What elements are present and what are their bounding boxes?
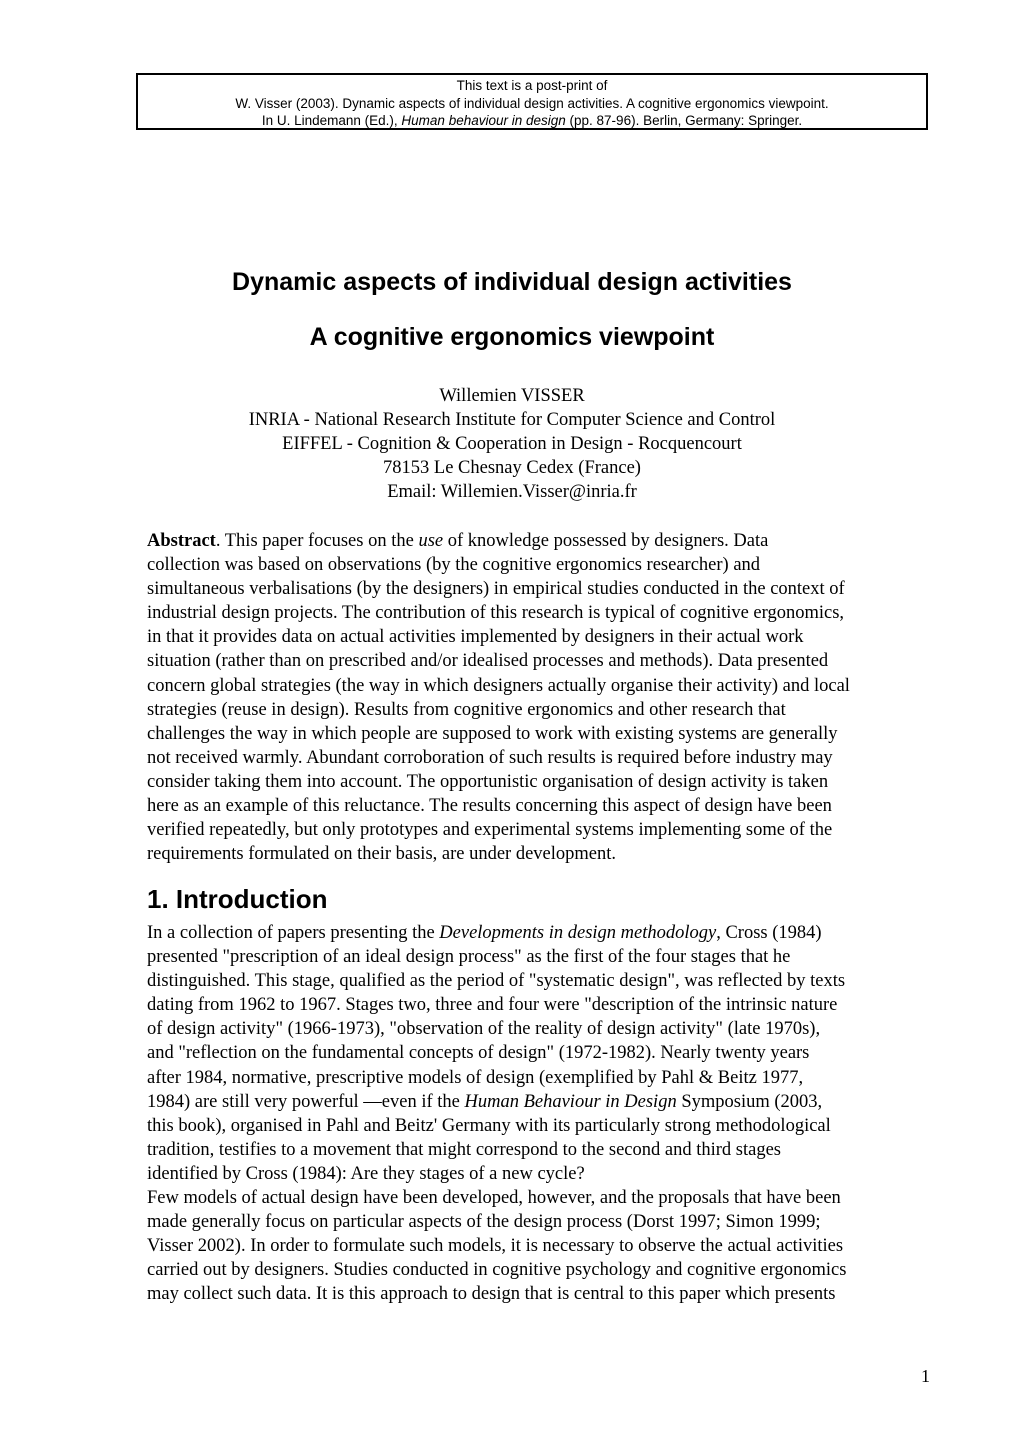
abstract-line: concern global strategies (the way in which designers actually organise their activity) and local (147, 675, 850, 696)
body-line: identified by Cross (1984): Are they stages of a new cycle? (147, 1163, 585, 1184)
abstract-line: challenges the way in which people are supposed to work with existing systems are generally (147, 723, 838, 744)
author-affiliation: EIFFEL - Cognition & Cooperation in Design - Rocquencourt (282, 434, 742, 454)
abstract-line: industrial design projects. The contribution of this research is typical of cognitive ergonomics, (147, 603, 845, 624)
abstract-line: here as an example of this reluctance. The results concerning this aspect of design have been (147, 796, 832, 817)
body-line: 1984) are still very powerful —even if the Human Behaviour in Design Symposium (2003, (147, 1091, 823, 1112)
body-line: this book), organised in Pahl and Beitz' Germany with its particularly strong methodological (147, 1115, 831, 1136)
body-line: Few models of actual design have been developed, however, and the proposals that have been (147, 1188, 841, 1208)
abstract-line: Abstract. This paper focuses on the use of knowledge possessed by designers. Data (147, 531, 769, 551)
author-name: Willemien VISSER (439, 386, 585, 406)
body-line: of design activity" (1966-1973), "observation of the reality of design activity" (late 1970s), (147, 1019, 821, 1040)
author-address: 78153 Le Chesnay Cedex (France) (383, 458, 641, 478)
paper-subtitle: A cognitive ergonomics viewpoint (309, 323, 715, 351)
body-line: dating from 1962 to 1967. Stages two, three and four were "description of the intrinsic nature (147, 995, 838, 1016)
notice-line: This text is a post-print of (456, 78, 608, 93)
notice-line: W. Visser (2003). Dynamic aspects of individual design activities. A cognitive ergonomics viewpoint. (235, 95, 829, 111)
abstract (147, 529, 937, 866)
body-line: after 1984, normative, prescriptive models of design (exemplified by Pahl & Beitz 1977, (147, 1067, 804, 1088)
abstract-line: verified repeatedly, but only prototypes and experimental systems implementing some of the (147, 820, 833, 841)
notice-line: In U. Lindemann (Ed.), Human behaviour in design (pp. 87-96). Berlin, Germany: Springer. (261, 113, 803, 128)
author-affiliation: INRIA - National Research Institute for Computer Science and Control (248, 410, 776, 430)
book-title: Human behaviour in design (401, 113, 566, 128)
abstract-line: consider taking them into account. The opportunistic organisation of design activity is taken (147, 771, 829, 792)
body-line: distinguished. This stage, qualified as the period of "systematic design", was reflected by texts (147, 971, 846, 992)
abstract-line: situation (rather than on prescribed and/or idealised processes and methods). Data presented (147, 651, 829, 672)
body-line: may collect such data. It is this approach to design that is central to this paper which presents (147, 1284, 836, 1305)
abstract-line: requirements formulated on their basis, are under development. (147, 844, 617, 865)
body-line: presented "prescription of an ideal design process" as the first of the four stages that he (147, 947, 791, 968)
abstract-label: Abstract (147, 531, 216, 551)
intro-paragraph-1 (147, 921, 937, 1186)
abstract-line: simultaneous verbalisations (by the designers) in empirical studies conducted in the context of (147, 579, 845, 600)
author-email: Email: Willemien.Visser@inria.fr (387, 482, 637, 502)
intro-paragraph-2 (147, 1186, 937, 1306)
abstract-line: collection was based on observations (by the cognitive ergonomics researcher) and (147, 555, 761, 576)
body-line: Visser 2002). In order to formulate such models, it is necessary to observe the actual activities (147, 1236, 844, 1257)
author-block (0, 384, 1024, 504)
page-number: 1 (921, 1366, 930, 1386)
abstract-line: not received warmly. Abundant corroboration of such results is required before industry may (147, 747, 833, 768)
body-line: and "reflection on the fundamental concepts of design" (1972-1982). Nearly twenty years (147, 1043, 810, 1064)
body-line: tradition, testifies to a movement that might correspond to the second and third stages (147, 1139, 781, 1160)
citation-notice-box (136, 73, 928, 130)
abstract-line: in that it provides data on actual activities implemented by designers in their actual work (147, 627, 804, 648)
body-line: In a collection of papers presenting the Developments in design methodology, Cross (1984) (147, 923, 822, 943)
abstract-line: strategies (reuse in design). Results from cognitive ergonomics and other research that (147, 699, 786, 720)
body-line: made generally focus on particular aspects of the design process (Dorst 1997; Simon 1999; (147, 1212, 821, 1233)
body-line: carried out by designers. Studies conducted in cognitive psychology and cognitive ergonomics (147, 1260, 847, 1281)
paper-title: Dynamic aspects of individual design activities (232, 268, 792, 296)
section-heading: 1. Introduction (147, 884, 328, 914)
